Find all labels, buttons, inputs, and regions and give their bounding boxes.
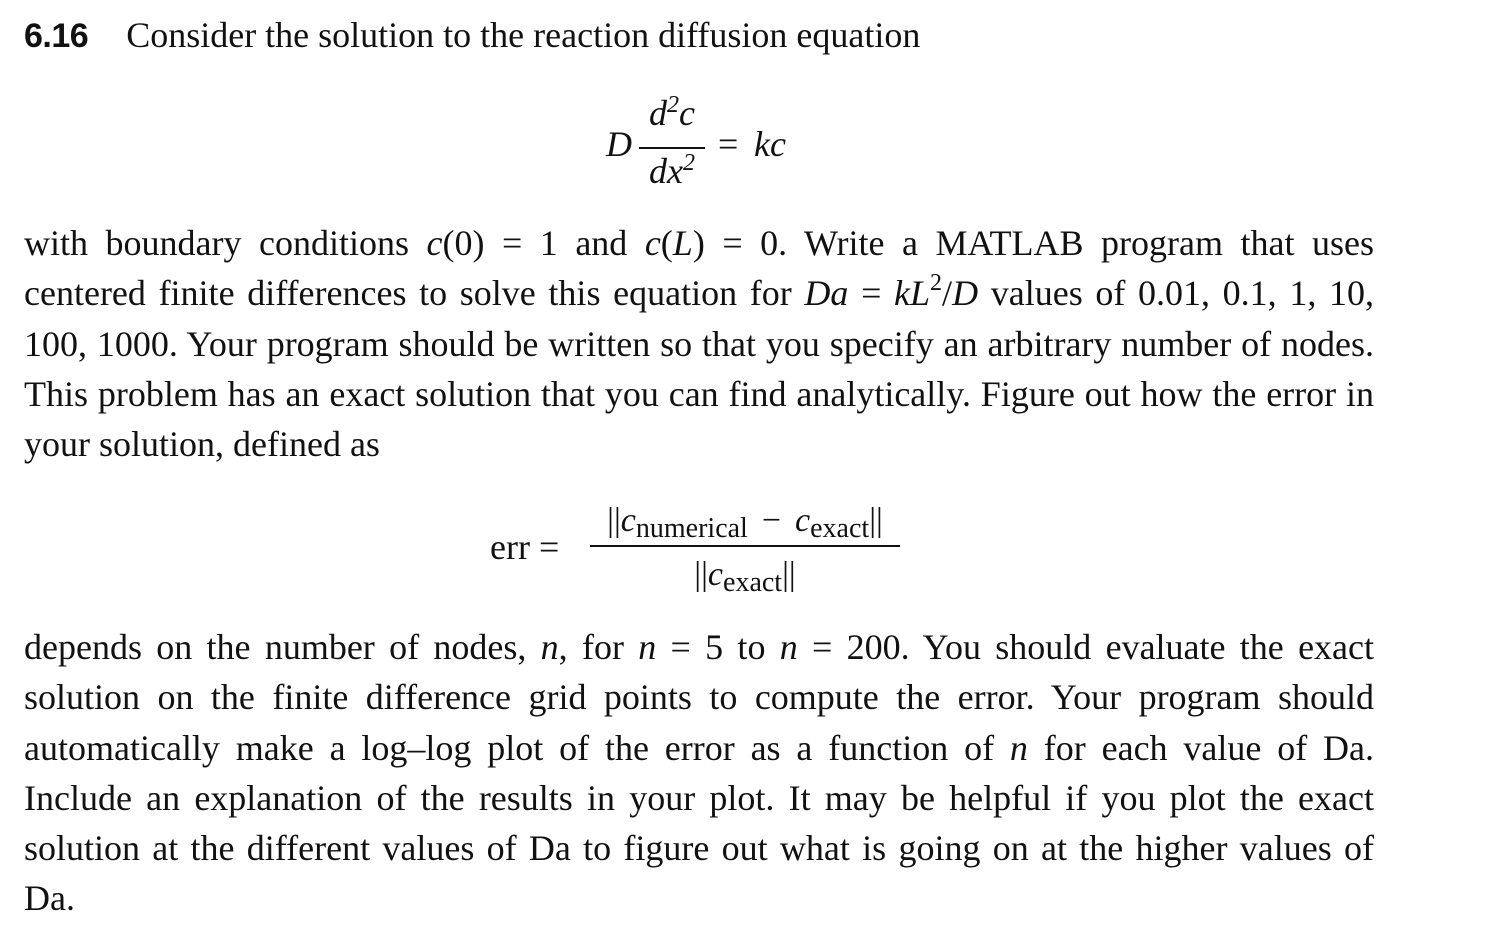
error-lhs: err = (490, 527, 560, 567)
var-c-exact: c (795, 502, 811, 539)
norm-open-den: || (694, 556, 708, 593)
para2-math-1: n (540, 627, 559, 667)
numerator-exponent: 2 (667, 92, 679, 118)
problem-number: 6.16 (24, 17, 89, 55)
minus-sign: − (761, 502, 782, 539)
var-c-exact-den: c (707, 556, 724, 593)
numerator-variable: c (679, 93, 695, 133)
paragraph-error-analysis (24, 622, 1374, 924)
fraction-numerator (640, 92, 704, 134)
fraction-bar (639, 147, 705, 149)
error-fraction-bar (590, 545, 900, 547)
norm-open: || (607, 502, 621, 539)
denominator-base: dx (649, 151, 683, 191)
para2-math-2: n (638, 627, 657, 667)
fraction-denominator (640, 150, 704, 192)
reaction-diffusion-equation (606, 92, 806, 202)
para2-math-3: n (779, 627, 798, 667)
para2-text-2: , for (558, 627, 624, 667)
para1-math-4: Da (804, 273, 849, 314)
para1-text-5: = (861, 273, 882, 314)
subscript-exact: exact (810, 513, 870, 544)
para2-text-4: = 200. You should evaluate the exact solution on the finite difference grid points to compute the error. Your program should automatically make a log–log plot of the error as a function of (24, 627, 1375, 768)
problem-intro: Consider the solution to the reaction diffusion equation (126, 15, 921, 55)
equals-sign: = (718, 124, 739, 164)
norm-close: || (869, 502, 883, 539)
para2-text-5: for each value of Da. Include an explanation of the results in your plot. It may be helpful if you plot the exact solution at the different values of Da to figure out what is going on at the higher values of Da. (24, 727, 1375, 919)
para1-math-5: kL (894, 273, 931, 314)
paragraph-boundary-conditions (24, 218, 1374, 469)
para1-text-6: / (942, 273, 953, 314)
para2-text-1: depends on the number of nodes, (24, 627, 527, 667)
error-numerator (590, 502, 900, 544)
para1-exponent: 2 (930, 270, 943, 297)
numerator-base: d (649, 93, 667, 133)
para1-text-4: ) = 0. Write a MATLAB program that uses centered finite differences to solve this equation for (24, 223, 1375, 314)
norm-close-den: || (782, 556, 796, 593)
error-definition-equation (490, 498, 910, 608)
equation-coefficient: D (606, 124, 632, 164)
para1-math-1: c (426, 223, 443, 263)
para1-math-3: L (672, 223, 693, 263)
para1-math-6: D (952, 273, 979, 314)
para2-text-3: = 5 to (670, 627, 766, 667)
para2-math-4: n (1009, 727, 1028, 768)
var-c-numerical: c (620, 502, 636, 539)
para1-math-2: c (644, 223, 661, 263)
subscript-exact-den: exact (723, 567, 783, 598)
para1-text-7: values of 0.01, 0.1, 1, 10, 100, 1000. Your program should be written so that you specify an arbitrary number of nodes. This problem has an exact solution that you can find analytically. Figure out how the error in your solution, defined as (24, 273, 1375, 465)
para1-text-3: ( (660, 223, 673, 263)
equation-rhs: kc (754, 124, 786, 164)
para1-text-1: with boundary conditions (24, 223, 409, 263)
error-denominator (590, 556, 900, 598)
denominator-exponent: 2 (682, 150, 695, 176)
subscript-numerical: numerical (635, 513, 748, 544)
problem-heading (24, 14, 920, 64)
para1-text-2: (0) = 1 and (442, 223, 628, 263)
